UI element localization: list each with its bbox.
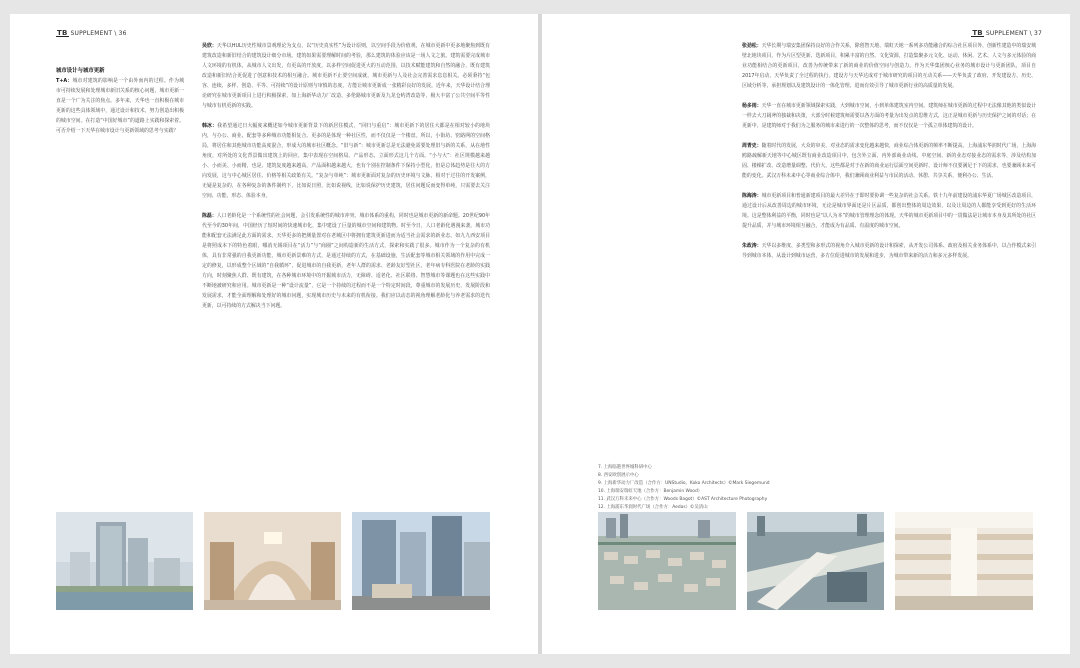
photo-highrise-riverfront bbox=[56, 512, 193, 610]
caption-item: 11. 武汉万科未来中心（合作方：Woods Bagot）©AST Architecture Photography bbox=[598, 497, 768, 502]
paragraph-text: 天华长期与瑞安集团保持良好的合作关系，除创智天地、瑞虹天地一系列多功能融合的综合社区项目外，创新性建造中的瑞安城壁北地块项目，作为片区型更新、迭新项目，积累丰富的自然、文化资源，打造集聚多元文化、运动、休闲、艺术、人文与多元体验的商业功能相结合的更新项目，改善为传统带来了新的商业的价值空间与创造力。作为天华集团核心业务的城市设计与更新团队，项目自2017年启动，天华负责了全过程的执行。建设方与天华达成对于城市研究的项目的互动关系——天华负责了政府、开发建设方、历史、区域分析等，承担规划以及建筑设计的一体化管理，进而有效引导了城市更新行业的高质量的发展。 bbox=[742, 43, 1036, 89]
photo-interior-mall-atrium bbox=[895, 512, 1033, 610]
paragraph bbox=[202, 121, 490, 201]
caption-item: 9. 上海新华动力厂改造（合作方：UNStudio、Koko Architects）©Mark Siegemund bbox=[598, 481, 770, 486]
left-page-header bbox=[56, 30, 127, 37]
page-number-label: SUPPLEMENT \ 36 bbox=[70, 30, 127, 37]
speaker-name: 张劲松： bbox=[742, 43, 762, 49]
caption-item: 8. 西安欧创展示中心 bbox=[598, 473, 639, 478]
paragraph-text: 天华以HUL历史性城市景观理论为支点，以“历史真实性”为设计原则，以空间手段为价值观，在城市更新中更多地聚焦到既有建筑改造和新旧结合的建筑设计细分市场。建筑如果需要理解时间的考验，那么建筑的体验应该是一场人文之旅。建筑需要完成城市人文环境的有机体，从城市人文出发，有更高的开放度，以多样空间促进更大的互动范围，以技术赋能建筑和自然的融合，既有建筑改造和新旧结合更促进了创意和技术的相互融合。城市更新不止要空间成就，城市更新与人及社会完善需求息息相关。必须秉持“包容、连续、多样、创造、平等、可持续”的设计原则与审慎的态度，方能让城市更新成一张精彩良好的发展。近年来，天华设计结合理论研究在城市更新项目上进行积极探索，如上海新华动力厂改造、多伦路城市更新及九龙仓屿湾改造等，极大丰富了公共空间平等性与城市有机更新的实践。 bbox=[202, 43, 490, 109]
paragraph bbox=[742, 141, 1036, 181]
speaker-name: 吴欣： bbox=[202, 43, 217, 49]
paragraph-text: 随着时代的发展，大众的审美、对业态的需求变化越来越快，商业综合体更新的频率不断提高。上海浦东华润时代广场，上海海鸥路疏解新天地等中心城区既有商业改造项目中，包含外立面、内外部商业动线、中庭空间、新的业态对接业态的需求等，涉及结构加固、楼梯扩改、改造增量调整、代价大。这些都是对于在新的商业运行层面空间更新时，设计师不仅要满足于下的需求，也要兼顾未来可能的变化。武汉万科未来中心等商业综合体中，我们兼顾商业利益与市民的活动、休憩、共享关系，便利办公、生活。 bbox=[742, 143, 1036, 179]
page-number-label: SUPPLEMENT \ 37 bbox=[985, 30, 1042, 37]
photo-interior-atrium-bookshelves bbox=[204, 512, 341, 610]
paragraph-text: 我希望通过日大幅度来概述如今城市更新背景下的新居住模式，“回归与重启”：城市更新下的居住大都是在相对较小的地块内，与办公、商业、配套等多种城市功能相复合。更多的是体现一种社区性，而不仅仅是一个楼盘。所以，小街坊、密路网的空间格局，将居住和其他城市功能高度混合，形成大的城市社区概念。“旧与新”：城市更新总是无法避免需要处理旧与新的关系，从在地性角度，对所处的文化背景做出建筑上的回应，集中表现在空间格局、产品形态、立面形式这几个方面。“小与大”：社区规模越来越小、小而美、小而精，也是、建筑复度越来越高，产品面积越来越大，也有个别在控制条件下保持小型化，但是总体趋势是往大的方向发展，这与中心城区居住、价格等相关政策有关。“复杂与单纯”：城市更新面对复杂的历史环境与文脉，相对于过往的开发案例，无疑是复杂的，在各种复杂的条件制约下，比如说日照，比如说视线，比如说保护历史建筑，居住问题反而变得单纯，只需要去关注空间、功能、形态、体验本身。 bbox=[202, 123, 490, 199]
photo-captions bbox=[598, 464, 798, 512]
caption-item: 10. 上海瑞安瑞虹天地（合作方：Benjamin Wood） bbox=[598, 489, 703, 494]
left-page bbox=[10, 14, 538, 654]
speaker-name: 韩冰： bbox=[202, 123, 218, 129]
photo-aerial-old-town-district bbox=[598, 512, 736, 610]
intro-column bbox=[56, 66, 184, 146]
interview-column-left bbox=[202, 41, 490, 321]
paragraph bbox=[742, 41, 1036, 91]
paragraph-text: 城市更新项目和普通新建项目的最大差异在于即时要协调一些复杂的社会关系。铁十九年前建设的浦东华夏广场城区改造项目，通过设计后从改善周边的城市环境，无论是城市界面还是片区品质，都创出整体的周边效果，以及让周边的人都能享受到更好的生活环境。这是整体利益的平衡，同时也是“以人为本”的城市管理理念的体现。天华的城市更新项目中的一贯做法是让城市本身及其所处的社区提升品质，并与城市环境相互融合，才能成为有品质、有温度的城市空间。 bbox=[742, 193, 1036, 229]
photo-aerial-new-community bbox=[747, 512, 884, 610]
right-page bbox=[542, 14, 1070, 654]
paragraph bbox=[202, 211, 490, 311]
paragraph-text: 天华一直在城市更新领域探索实践，大到城市空间，小到单体建筑室内空间。建筑师在城市更新的过程中无法像其他的类似设计一样去大刀阔斧的独裁和决策，大部分时候建筑师需要以各方面的考量为出发点的思维方式，这正是城市更新与历史保护之间的对话；在更新中，是建筑师对于我们为之服务的城市来进行的一次整体的思考，而不仅仅是一个孤立单体建筑的设计。 bbox=[742, 103, 1036, 129]
speaker-name: 陈磊： bbox=[202, 213, 217, 219]
paragraph bbox=[742, 241, 1036, 261]
paragraph-text: 天华以多维度、多类型和多形式的视角介入城市更新的设计和探索，从开发公司体系、政府及相关业务体系中，以合作模式来引导到城市本体，从设计到城市运营，多方位促进城市的发展和进步，为城市带来新的活力和多元多样发展。 bbox=[742, 243, 1036, 259]
paragraph-text: 人口老龄化是一个系统性的社会问题，会引发系统性的城市冲突、城市体系的重构，同时也是城市更新的新命题。20世纪90年代至今的30年间，中国经历了短时间的快速城市化，集中建设了巨量的城市空间和建筑物。时至今日，人口老龄化遇漫来袭，城市功能和配套无法满足此方面的需求。天华更多的把测量置对在老城区中将拥有建筑更新进而为适当社会需求的新业态。如九九西安项目是将照成本下的特色着眼，哪消无锡项目在“活力”与“商圈”之间构造新的生活方式，探索和实践了很多。城市作为一个复杂的有机体，具有非常强的自我更新功能，城市更新景难的方式，是通过持续的方式，在基础设施，生活配套等城市相关领域的作用中完成一定的修复，以形成整个区域的“自我循环”，促进城市的自我更新，老年人群的需求、老龄友好型社区，老年病专科医院在老龄的实践方向，时刻聚焦人群、既有建筑，在各种城市环境中的开掘城市活力，无障碍、适老化、社区联络、智慧城市等课题也在这些实践中不断地被研究和应用。城市更新是一种“设计流量”，它是一个持续的过程而不是一个特定时间段，尊重城市的发展历史、发展阶段和发展需求，才能全面理解和处理好的城市问题，实现城市历史与未来的有机衔接。我们应以动态的视角理解老龄化与养老需求的迭代更新，以可持续的方式解决当下问题。 bbox=[202, 213, 490, 309]
paragraph bbox=[202, 41, 490, 111]
caption-item: 7. 上海临港世界城科研中心 bbox=[598, 465, 652, 470]
paragraph bbox=[742, 101, 1036, 131]
speaker-name: 朱政涛： bbox=[742, 243, 762, 249]
speaker-name: 杨多雨： bbox=[742, 103, 762, 109]
right-page-header bbox=[971, 30, 1042, 37]
intro-speaker: T+A： bbox=[56, 78, 73, 84]
caption-item: 12. 上海浦东华润时代广场（合作方：Aedas）©吴清山 bbox=[598, 505, 708, 510]
speaker-name: 陈海涛： bbox=[742, 193, 762, 199]
intro-paragraph bbox=[56, 76, 184, 136]
intro-text: 城市对建筑的影响是一个由外而内的过程。作为城市可持续发展和处理城市新旧关系的核心问题，城市更新一直是一个广为关注的焦点。多年来，天华也一直积极在城市更新的这些具体领域中，通过设计和技术，努力创造出积极的城市空间。在打造“中国好城市”的道路上实践和探索着。可否介绍一下天华在城市设计与更新领域的思考与实践？ bbox=[56, 78, 184, 134]
speaker-name: 周青史： bbox=[742, 143, 762, 149]
interview-column-right bbox=[742, 41, 1036, 271]
logo-icon: TB bbox=[972, 29, 983, 37]
logo-icon: TB bbox=[57, 29, 68, 37]
section-title: 城市设计与城市更新 bbox=[56, 68, 105, 74]
paragraph bbox=[742, 191, 1036, 231]
photo-city-towers-street bbox=[352, 512, 490, 610]
